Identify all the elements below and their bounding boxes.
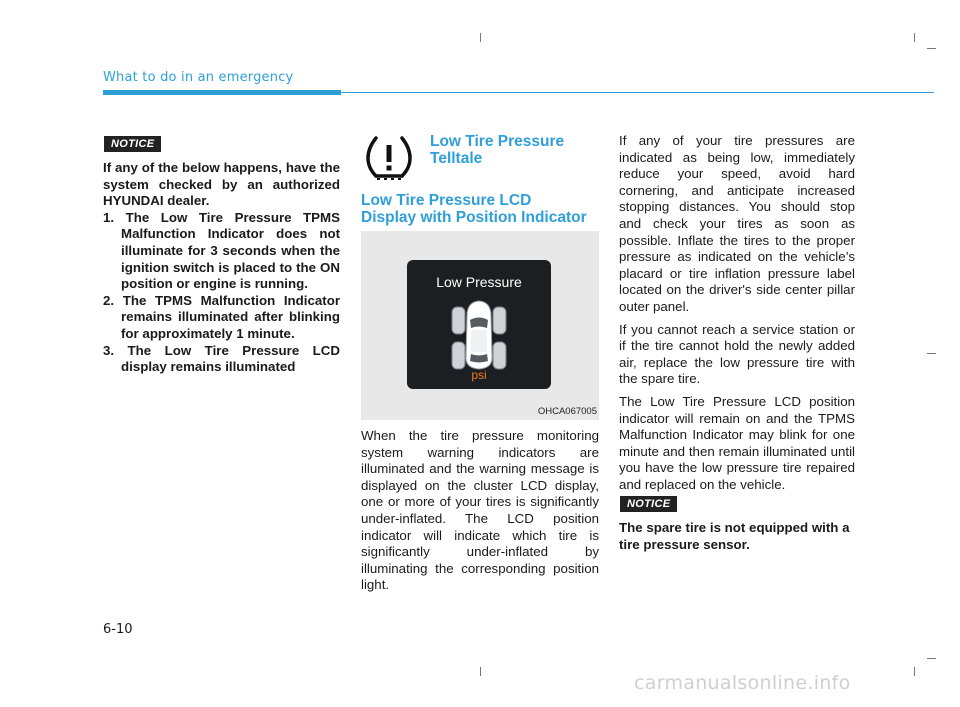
- left-column: [103, 160, 340, 376]
- telltale-heading: [430, 133, 564, 167]
- paragraph: The Low Tire Pressure LCD position indicator will remain on and the TPMS Malfunction Indicator may blink for one minute and then remain illuminated until you have the low pressure tire repaired and replaced on the vehicle.: [619, 393, 855, 492]
- crop-mark: [914, 667, 915, 676]
- notice-intro: If any of the below happens, have the system checked by an authorized HYUNDAI dealer.: [103, 160, 340, 209]
- right-column: [619, 133, 855, 493]
- crop-mark: [927, 48, 936, 49]
- lcd-screen: [407, 260, 551, 389]
- figure-code: OHCA067005: [537, 406, 597, 417]
- lcd-description: When the tire pressure monitoring system warning indicators are illuminated and the warning message is displayed on the cluster LCD display, one or more of your tires is significantly under-inflated. The LCD position indicator will indicate which tire is significantly under-inflated by illuminating the corresponding position light.: [361, 428, 599, 593]
- crop-mark: [480, 33, 481, 42]
- crop-mark: [914, 33, 915, 42]
- section-title: What to do in an emergency: [103, 70, 294, 85]
- lcd-heading-line: Display with Position Indicator: [361, 209, 587, 226]
- page-number: 6-10: [103, 622, 133, 637]
- header-rule-thick: [103, 90, 341, 95]
- notice-badge: NOTICE: [620, 496, 677, 512]
- paragraph: If you cannot reach a service station or if the tire cannot hold the newly added air, replace the low pressure tire with the spare tire.: [619, 321, 855, 387]
- crop-mark: [927, 658, 936, 659]
- tire-pressure-warning-icon: [362, 134, 416, 180]
- paragraph: If any of your tire pressures are indicated as being low, immediately reduce your speed, avoid hard cornering, and anticipate increased stopping distances. You should stop and check your tires as soon as possible. Inflate the tires to the proper pressure as indicated on the vehicle’s placard or tire inflation pressure label located on the driver's side center pillar outer panel.: [619, 133, 855, 314]
- list-item: 1. The Low Tire Pressure TPMS Malfunction Indicator does not illuminate for 3 seconds when the ignition switch is placed to the ON position or engine is running.: [103, 209, 340, 292]
- lcd-figure: [361, 231, 599, 420]
- lcd-unit-label: psi: [471, 368, 487, 382]
- header-rule-thin: [341, 92, 934, 93]
- list-item: 2. The TPMS Malfunction Indicator remains illuminated after blinking for approximately 1 minute.: [103, 292, 340, 341]
- spare-tire-notice: [619, 520, 859, 553]
- lcd-heading-line: Low Tire Pressure LCD: [361, 192, 532, 209]
- lcd-screen-label: Low Pressure: [436, 274, 522, 290]
- notice-badge: NOTICE: [104, 136, 161, 152]
- notice-text: The spare tire is not equipped with a tire pressure sensor.: [619, 520, 850, 552]
- middle-column-body: [361, 428, 599, 594]
- notice-list: [103, 210, 340, 376]
- lcd-display-heading: [361, 192, 587, 226]
- telltale-heading-line: Low Tire Pressure: [430, 133, 565, 150]
- crop-mark: [480, 667, 481, 676]
- list-item: 3. The Low Tire Pressure LCD display remains illuminated: [103, 342, 340, 375]
- telltale-heading-line: Telltale: [430, 150, 483, 167]
- crop-mark: [927, 353, 936, 354]
- watermark: carmanualsonline.info: [634, 672, 851, 694]
